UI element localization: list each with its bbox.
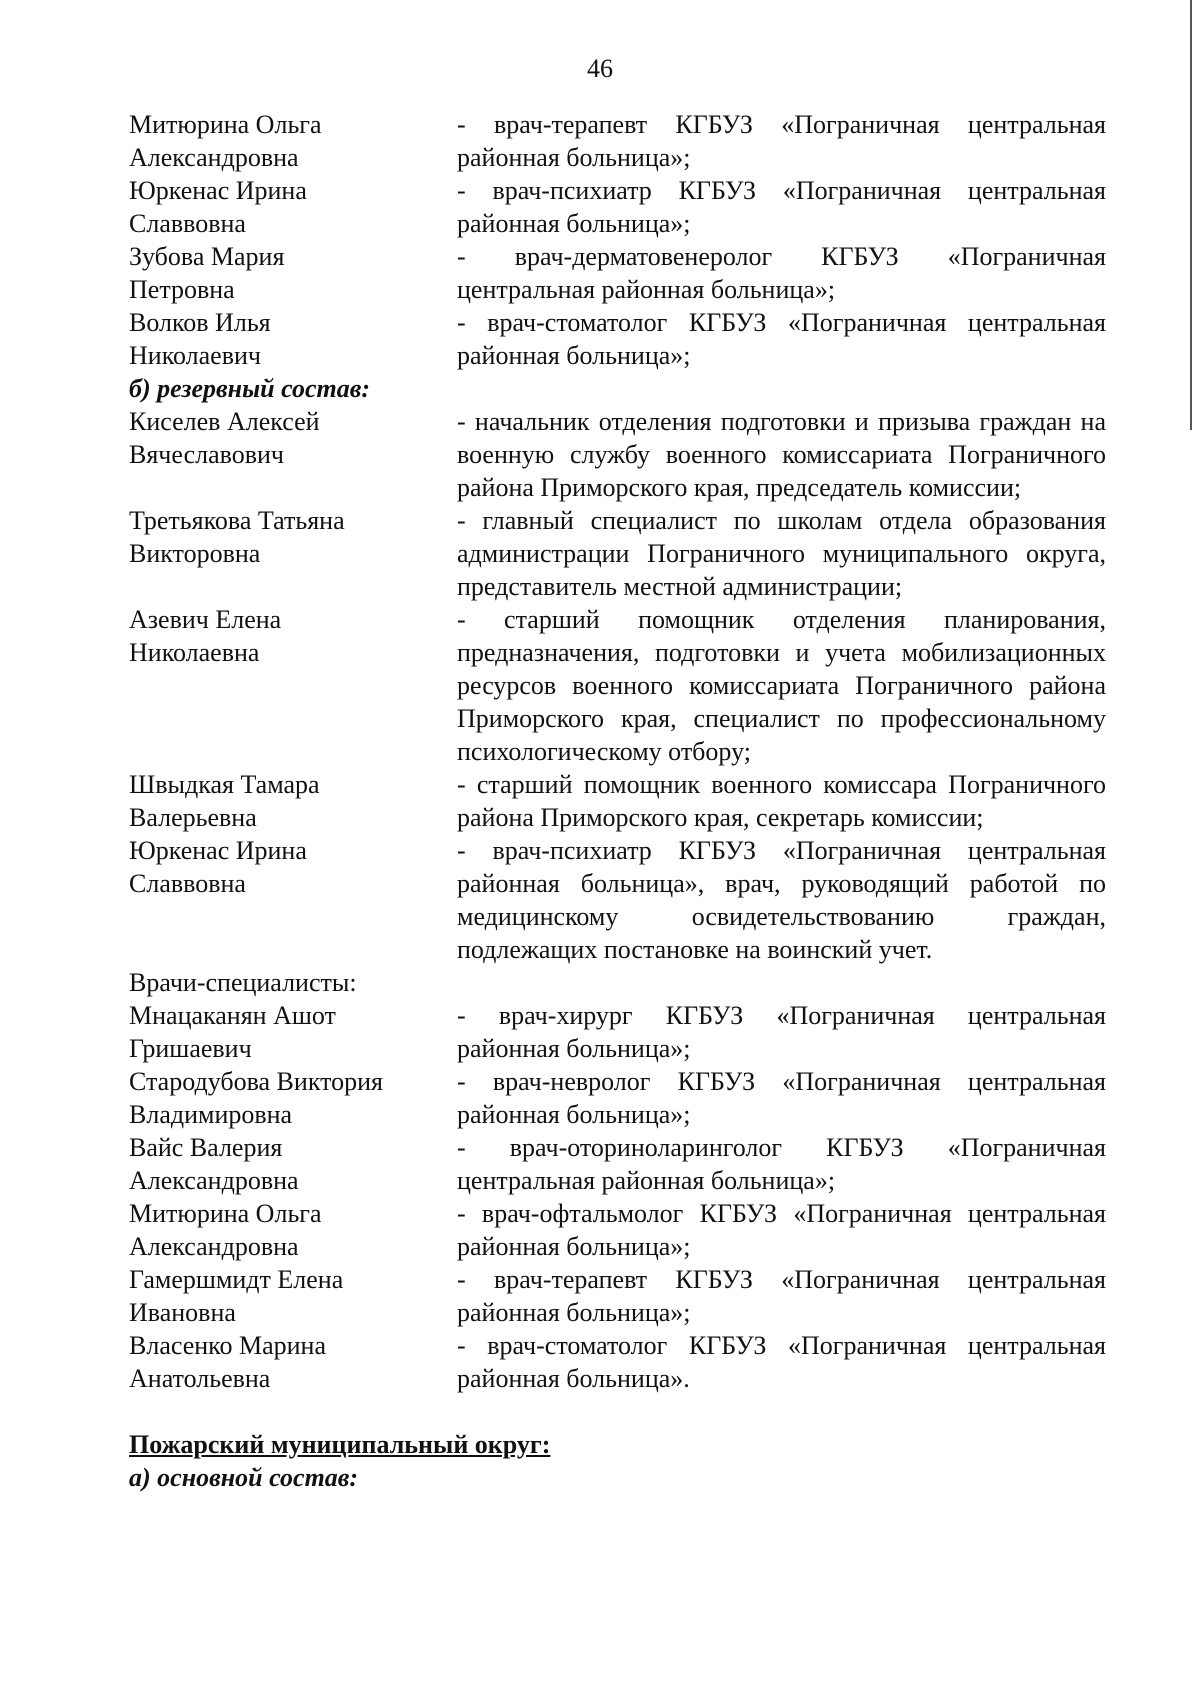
person-name-line: Зубова Мария xyxy=(129,242,285,271)
person-name-line: Третьякова Татьяна xyxy=(129,506,345,535)
reserve-composition-list xyxy=(129,405,1109,966)
person-name-line: Швыдкая Тамара xyxy=(129,770,320,799)
person-name-line: Азевич Елена xyxy=(129,605,282,634)
person-entry xyxy=(129,1263,1109,1329)
person-entry xyxy=(129,1329,1109,1395)
person-name-line: Славвовна xyxy=(129,209,246,238)
person-entry xyxy=(129,999,1109,1065)
person-name xyxy=(129,768,457,834)
person-name-line: Митюрина Ольга xyxy=(129,110,322,139)
person-name xyxy=(129,405,457,504)
person-name-line: Волков Илья xyxy=(129,308,271,337)
person-name xyxy=(129,1329,457,1395)
person-position: - врач-дерматовенеролог КГБУЗ «Пограничная центральная районная больница»; xyxy=(457,242,1106,304)
person-position: - врач-психиатр КГБУЗ «Пограничная центральная районная больница»; xyxy=(457,176,1106,238)
person-entry xyxy=(129,174,1109,240)
person-position: - врач-терапевт КГБУЗ «Пограничная центральная районная больница»; xyxy=(457,1265,1106,1327)
reserve-heading: б) резервный состав: xyxy=(129,374,370,403)
person-name-line: Анатольевна xyxy=(129,1364,271,1393)
person-name-line: Петровна xyxy=(129,275,235,304)
person-entry xyxy=(129,405,1109,504)
person-position: - врач-оториноларинголог КГБУЗ «Пограничная центральная районная больница»; xyxy=(457,1133,1106,1195)
document-content xyxy=(129,108,1109,1494)
person-position: - врач-хирург КГБУЗ «Пограничная центральная районная больница»; xyxy=(457,1001,1106,1063)
person-name xyxy=(129,1065,457,1131)
person-name xyxy=(129,306,457,372)
main-composition-heading: а) основной состав: xyxy=(129,1463,359,1492)
person-entry xyxy=(129,240,1109,306)
person-name xyxy=(129,108,457,174)
person-name xyxy=(129,174,457,240)
person-name-line: Николаевич xyxy=(129,341,261,370)
person-position: - врач-терапевт КГБУЗ «Пограничная центральная районная больница»; xyxy=(457,110,1106,172)
person-name-line: Славвовна xyxy=(129,869,246,898)
person-name xyxy=(129,1131,457,1197)
person-name-line: Ивановна xyxy=(129,1298,236,1327)
person-name-line: Стародубова Виктория xyxy=(129,1067,383,1096)
person-name-line: Александровна xyxy=(129,143,299,172)
person-entry xyxy=(129,834,1109,966)
person-name xyxy=(129,240,457,306)
person-entry xyxy=(129,603,1109,768)
person-name-line: Юркенас Ирина xyxy=(129,836,307,865)
person-name-line: Александровна xyxy=(129,1232,299,1261)
doctors-heading: Врачи-специалисты: xyxy=(129,968,357,997)
person-name-line: Вячеславович xyxy=(129,440,284,469)
person-name-line: Валерьевна xyxy=(129,803,257,832)
person-position: - врач-психиатр КГБУЗ «Пограничная центральная районная больница», врач, руководящий работой по медицинскому освидетельствованию граждан, подлежащих постановке на воинский учет. xyxy=(457,836,1106,964)
person-name xyxy=(129,1197,457,1263)
person-name-line: Власенко Марина xyxy=(129,1331,327,1360)
page-number: 46 xyxy=(587,54,613,83)
person-name-line: Гришаевич xyxy=(129,1034,252,1063)
person-name-line: Юркенас Ирина xyxy=(129,176,307,205)
person-entry xyxy=(129,108,1109,174)
person-entry xyxy=(129,1065,1109,1131)
district-heading: Пожарский муниципальный округ: xyxy=(129,1430,551,1459)
person-position: - начальник отделения подготовки и призыва граждан на военную службу военного комиссариата Пограничного района Приморского края, председатель комиссии; xyxy=(457,407,1106,502)
person-name-line: Мнацаканян Ашот xyxy=(129,1001,336,1030)
person-name-line: Александровна xyxy=(129,1166,299,1195)
person-name xyxy=(129,834,457,966)
person-position: - старший помощник военного комиссара Пограничного района Приморского края, секретарь комиссии; xyxy=(457,770,1106,832)
person-position: - врач-офтальмолог КГБУЗ «Пограничная центральная районная больница»; xyxy=(457,1199,1106,1261)
person-name-line: Гамершмидт Елена xyxy=(129,1265,344,1294)
person-name-line: Митюрина Ольга xyxy=(129,1199,322,1228)
person-name-line: Николаевна xyxy=(129,638,260,667)
person-position: - старший помощник отделения планирования, предназначения, подготовки и учета мобилизационных ресурсов военного комиссариата Пограничного района Приморского края, специалист по профессиональному психологическому отбору; xyxy=(457,605,1106,766)
person-entry xyxy=(129,306,1109,372)
person-name-line: Киселев Алексей xyxy=(129,407,320,436)
person-entry xyxy=(129,1131,1109,1197)
person-name xyxy=(129,1263,457,1329)
person-position: - врач-стоматолог КГБУЗ «Пограничная центральная районная больница»; xyxy=(457,308,1106,370)
person-entry xyxy=(129,504,1109,603)
person-position: - врач-стоматолог КГБУЗ «Пограничная центральная районная больница». xyxy=(457,1331,1106,1393)
doctors-list xyxy=(129,999,1109,1395)
person-name xyxy=(129,603,457,768)
main-composition-list xyxy=(129,108,1109,372)
person-position: - врач-невролог КГБУЗ «Пограничная центральная районная больница»; xyxy=(457,1067,1106,1129)
person-entry xyxy=(129,768,1109,834)
person-name-line: Викторовна xyxy=(129,539,261,568)
person-name xyxy=(129,504,457,603)
person-name-line: Вайс Валерия xyxy=(129,1133,283,1162)
person-name-line: Владимировна xyxy=(129,1100,293,1129)
person-entry xyxy=(129,1197,1109,1263)
person-position: - главный специалист по школам отдела образования администрации Пограничного муниципального округа, представитель местной администрации; xyxy=(457,506,1106,601)
person-name xyxy=(129,999,457,1065)
